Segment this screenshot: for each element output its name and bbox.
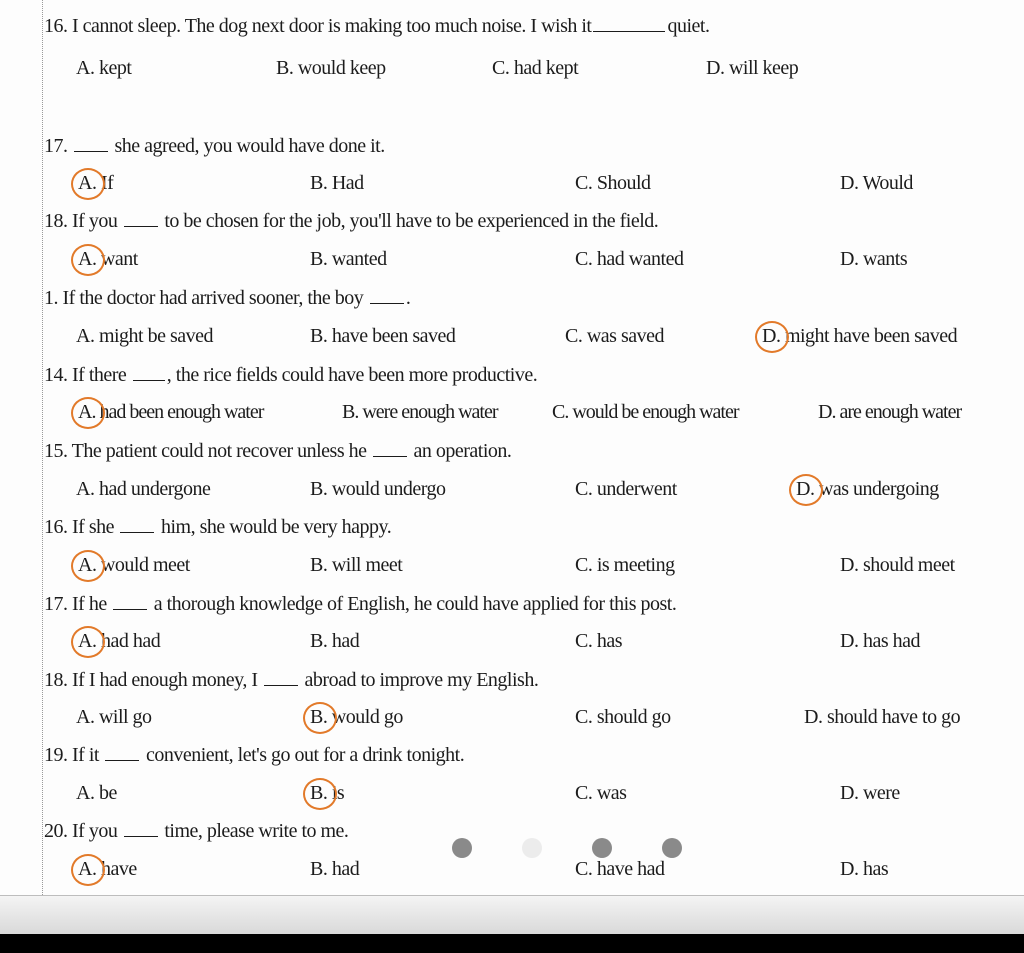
q9-option-a[interactable]: A. will go: [76, 706, 152, 728]
question-8: 17. If he a thorough knowledge of English, he could have applied for this post.: [44, 593, 677, 615]
question-7: 16. If she him, she would be very happy.: [44, 516, 392, 538]
q10-option-a[interactable]: A. be: [76, 782, 117, 804]
question-5: 14. If there , the rice fields could have been more productive.: [44, 364, 538, 386]
q2-option-d[interactable]: D. Would: [840, 172, 913, 194]
q7-option-a[interactable]: A. would meet: [78, 554, 190, 576]
bottom-toolbar: [0, 895, 1024, 934]
q3-option-b[interactable]: B. wanted: [310, 248, 387, 270]
q8-option-d[interactable]: D. has had: [840, 630, 920, 652]
q5-option-a[interactable]: A. had been enough water: [78, 401, 264, 423]
q6-option-b[interactable]: B. would undergo: [310, 478, 446, 500]
q10-option-d[interactable]: D. were: [840, 782, 900, 804]
q11-option-a[interactable]: A. have: [78, 858, 137, 880]
q3-option-d[interactable]: D. wants: [840, 248, 908, 270]
question-6: 15. The patient could not recover unless he an operation.: [44, 440, 512, 462]
q8-option-b[interactable]: B. had: [310, 630, 360, 652]
carousel-dot-3[interactable]: [592, 838, 612, 858]
q2-option-c[interactable]: C. Should: [575, 172, 651, 194]
q2-option-b[interactable]: B. Had: [310, 172, 364, 194]
q4-option-a[interactable]: A. might be saved: [76, 325, 214, 347]
q6-option-a[interactable]: A. had undergone: [76, 478, 211, 500]
question-11: 20. If you time, please write to me.: [44, 820, 349, 842]
q6-option-c[interactable]: C. underwent: [575, 478, 677, 500]
carousel-dot-4[interactable]: [662, 838, 682, 858]
q9-option-d[interactable]: D. should have to go: [804, 706, 961, 728]
q11-option-d[interactable]: D. has: [840, 858, 889, 880]
q9-option-c[interactable]: C. should go: [575, 706, 671, 728]
q3-option-a[interactable]: A. want: [78, 248, 138, 270]
q4-option-b[interactable]: B. have been saved: [310, 325, 456, 347]
carousel-dot-2[interactable]: [522, 838, 542, 858]
q5-option-c[interactable]: C. would be enough water: [552, 401, 739, 423]
q4-option-d[interactable]: D. might have been saved: [762, 325, 958, 347]
carousel-dot-1[interactable]: [452, 838, 472, 858]
q11-option-c[interactable]: C. have had: [575, 858, 665, 880]
q10-option-c[interactable]: C. was: [575, 782, 627, 804]
q8-option-a[interactable]: A. had had: [78, 630, 161, 652]
q7-option-c[interactable]: C. is meeting: [575, 554, 675, 576]
q11-option-b[interactable]: B. had: [310, 858, 360, 880]
q1-option-a[interactable]: A. kept: [76, 57, 132, 79]
q7-option-d[interactable]: D. should meet: [840, 554, 955, 576]
q6-option-d[interactable]: D. was undergoing: [796, 478, 939, 500]
margin-line: [42, 0, 43, 895]
q3-option-c[interactable]: C. had wanted: [575, 248, 684, 270]
q5-option-b[interactable]: B. were enough water: [342, 401, 498, 423]
q4-option-c[interactable]: C. was saved: [565, 325, 664, 347]
question-9: 18. If I had enough money, I abroad to improve my English.: [44, 669, 539, 691]
question-3: 18. If you to be chosen for the job, you'll have to be experienced in the field.: [44, 210, 659, 232]
q1-option-b[interactable]: B. would keep: [276, 57, 386, 79]
q1-option-c[interactable]: C. had kept: [492, 57, 579, 79]
question-4: 1. If the doctor had arrived sooner, the boy .: [44, 287, 411, 309]
question-10: 19. If it convenient, let's go out for a drink tonight.: [44, 744, 465, 766]
q5-option-d[interactable]: D. are enough water: [818, 401, 962, 423]
question-1: 16. I cannot sleep. The dog next door is making too much noise. I wish it quiet.: [44, 15, 710, 37]
q2-option-a[interactable]: A. If: [78, 172, 114, 194]
q8-option-c[interactable]: C. has: [575, 630, 622, 652]
q9-option-b[interactable]: B. would go: [310, 706, 403, 728]
q10-option-b[interactable]: B. is: [310, 782, 345, 804]
q1-option-d[interactable]: D. will keep: [706, 57, 799, 79]
q7-option-b[interactable]: B. will meet: [310, 554, 403, 576]
question-2: 17. she agreed, you would have done it.: [44, 135, 385, 157]
